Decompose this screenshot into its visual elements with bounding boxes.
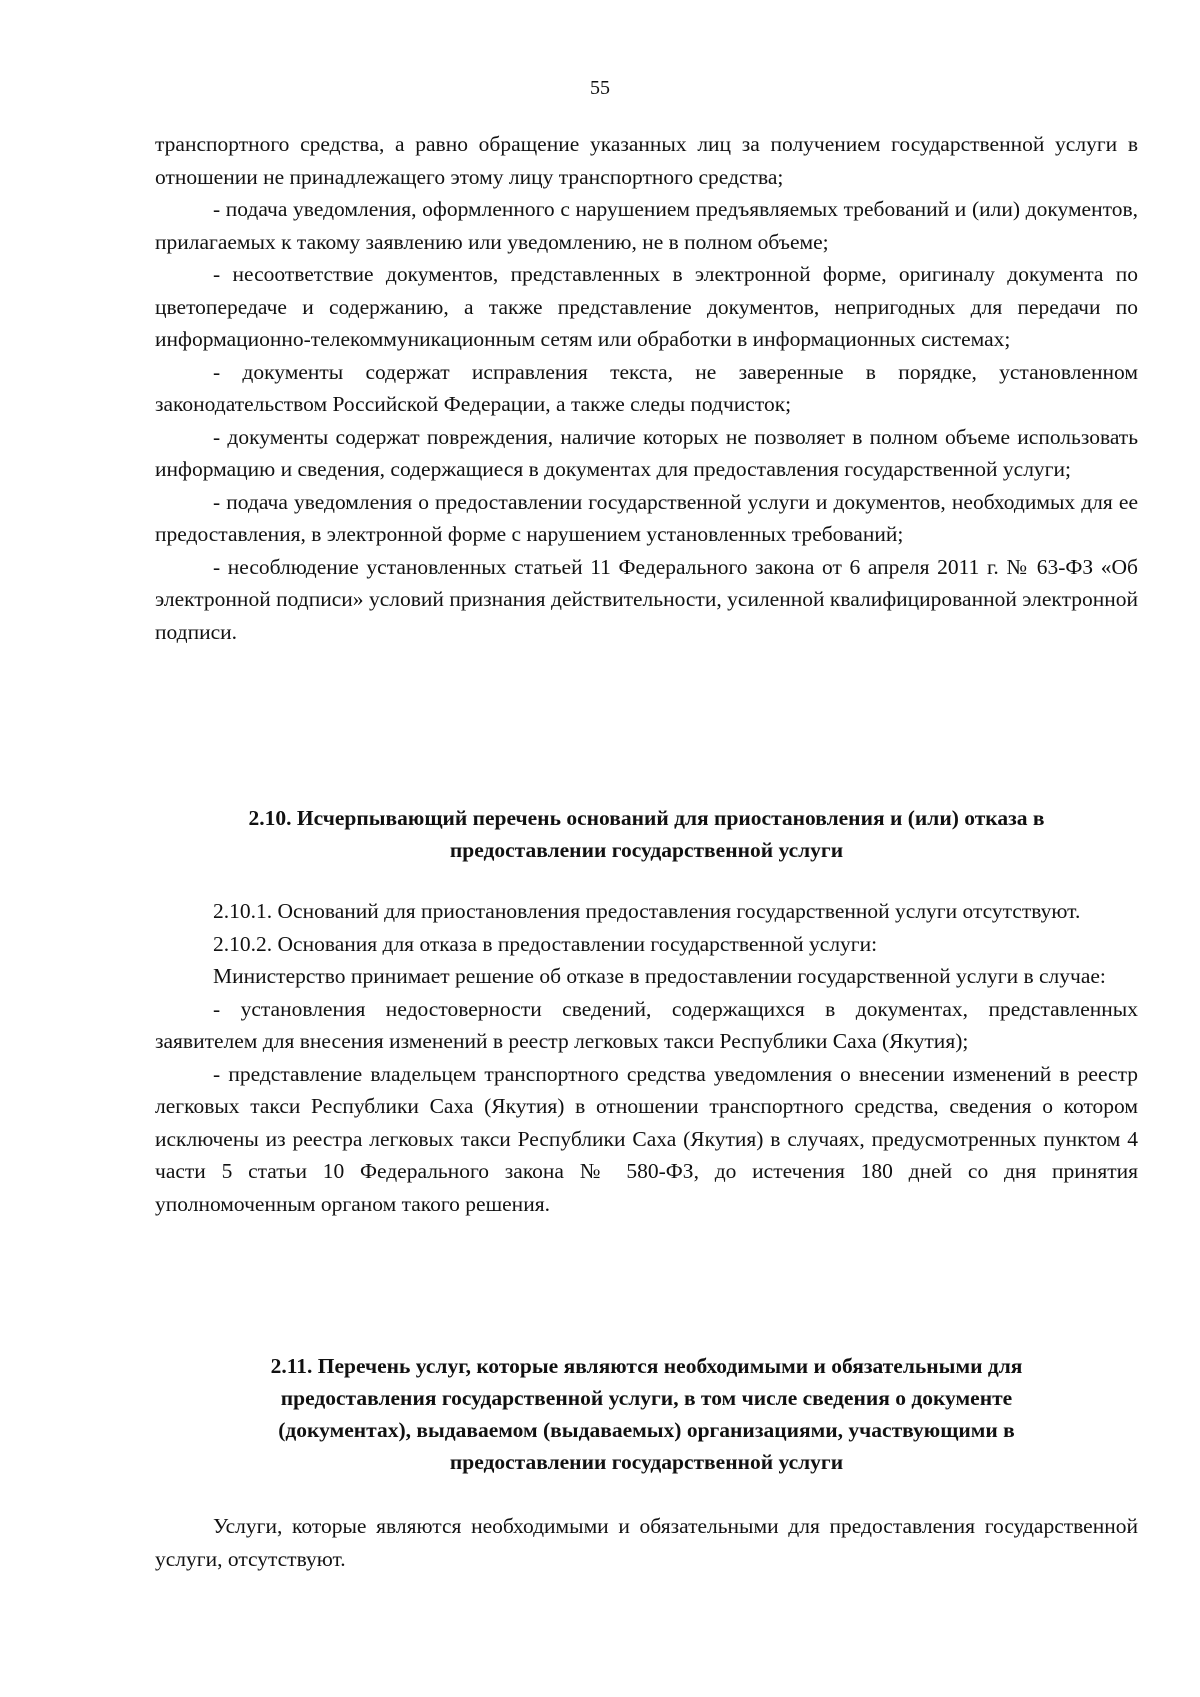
list-item: - несоответствие документов, представленных в электронной форме, оригиналу документа по цветопередаче и содержанию, а также представление документов, непригодных для передачи по информационно-телекоммуникационным сетям или обработки в информационных системах;: [155, 262, 1138, 351]
heading-line: 2.11. Перечень услуг, которые являются необходимыми и обязательными для: [270, 1354, 1023, 1378]
section-2-11-body: [155, 1510, 1138, 1575]
paragraph: 2.10.2. Основания для отказа в предоставлении государственной услуги:: [213, 931, 878, 956]
list-item: - документы содержат повреждения, наличие которых не позволяет в полном объеме использовать информацию и сведения, содержащиеся в документах для предоставления государственной услуги;: [155, 424, 1138, 481]
paragraph: Услуги, которые являются необходимыми и обязательными для предоставления государственной услуги, отсутствуют.: [155, 1514, 1138, 1571]
heading-line: предоставлении государственной услуги: [449, 838, 844, 862]
list-item: - подача уведомления о предоставлении государственной услуги и документов, необходимых для ее предоставления, в электронной форме с нарушением установленных требований;: [155, 489, 1138, 546]
heading-line: предоставления государственной услуги, в том числе сведения о документе: [280, 1386, 1013, 1410]
list-item: - подача уведомления, оформленного с нарушением предъявляемых требований и (или) документов, прилагаемых к такому заявлению или уведомлению, не в полном объеме;: [155, 197, 1138, 254]
paragraph: Министерство принимает решение об отказе в предоставлении государственной услуги в случае:: [213, 964, 1106, 988]
list-item: - установления недостоверности сведений, содержащихся в документах, представленных заявителем для внесения изменений в реестр легковых такси Республики Саха (Якутия);: [155, 996, 1138, 1053]
refusal-grounds-list: [155, 128, 1138, 648]
paragraph: транспортного средства, а равно обращение указанных лиц за получением государственной услуги в отношении не принадлежащего этому лицу транспортного средства;: [155, 132, 1138, 189]
section-2-10-body: [155, 895, 1138, 1220]
section-heading-2-10: [155, 802, 1138, 866]
page-number: 55: [590, 77, 610, 99]
section-heading-2-11: [155, 1350, 1138, 1478]
list-item: - несоблюдение установленных статьей 11 Федерального закона от 6 апреля 2011 г. № 63-ФЗ «Об электронной подписи» условий признания действительности, усиленной квалифицированной электронной подписи.: [155, 554, 1138, 644]
heading-line: 2.10. Исчерпывающий перечень оснований для приостановления и (или) отказа в: [248, 806, 1045, 830]
list-item: - документы содержат исправления текста, не заверенные в порядке, установленном законодательством Российской Федерации, а также следы подчисток;: [155, 359, 1138, 416]
paragraph: 2.10.1. Оснований для приостановления предоставления государственной услуги отсутствуют.: [213, 899, 1081, 923]
heading-line: (документах), выдаваемом (выдаваемых) организациями, участвующими в: [278, 1418, 1015, 1442]
heading-line: предоставлении государственной услуги: [449, 1450, 844, 1474]
list-item: - представление владельцем транспортного средства уведомления о внесении изменений в реестр легковых такси Республики Саха (Якутия) в отношении транспортного средства, сведения о котором исключены из реестра легковых такси Республики Саха (Якутия) в случаях, предусмотренных пунктом 4 части 5 статьи 10 Федерального закона № 580-ФЗ, до истечения 180 дней со дня принятия уполномоченным органом такого решения.: [155, 1061, 1138, 1216]
